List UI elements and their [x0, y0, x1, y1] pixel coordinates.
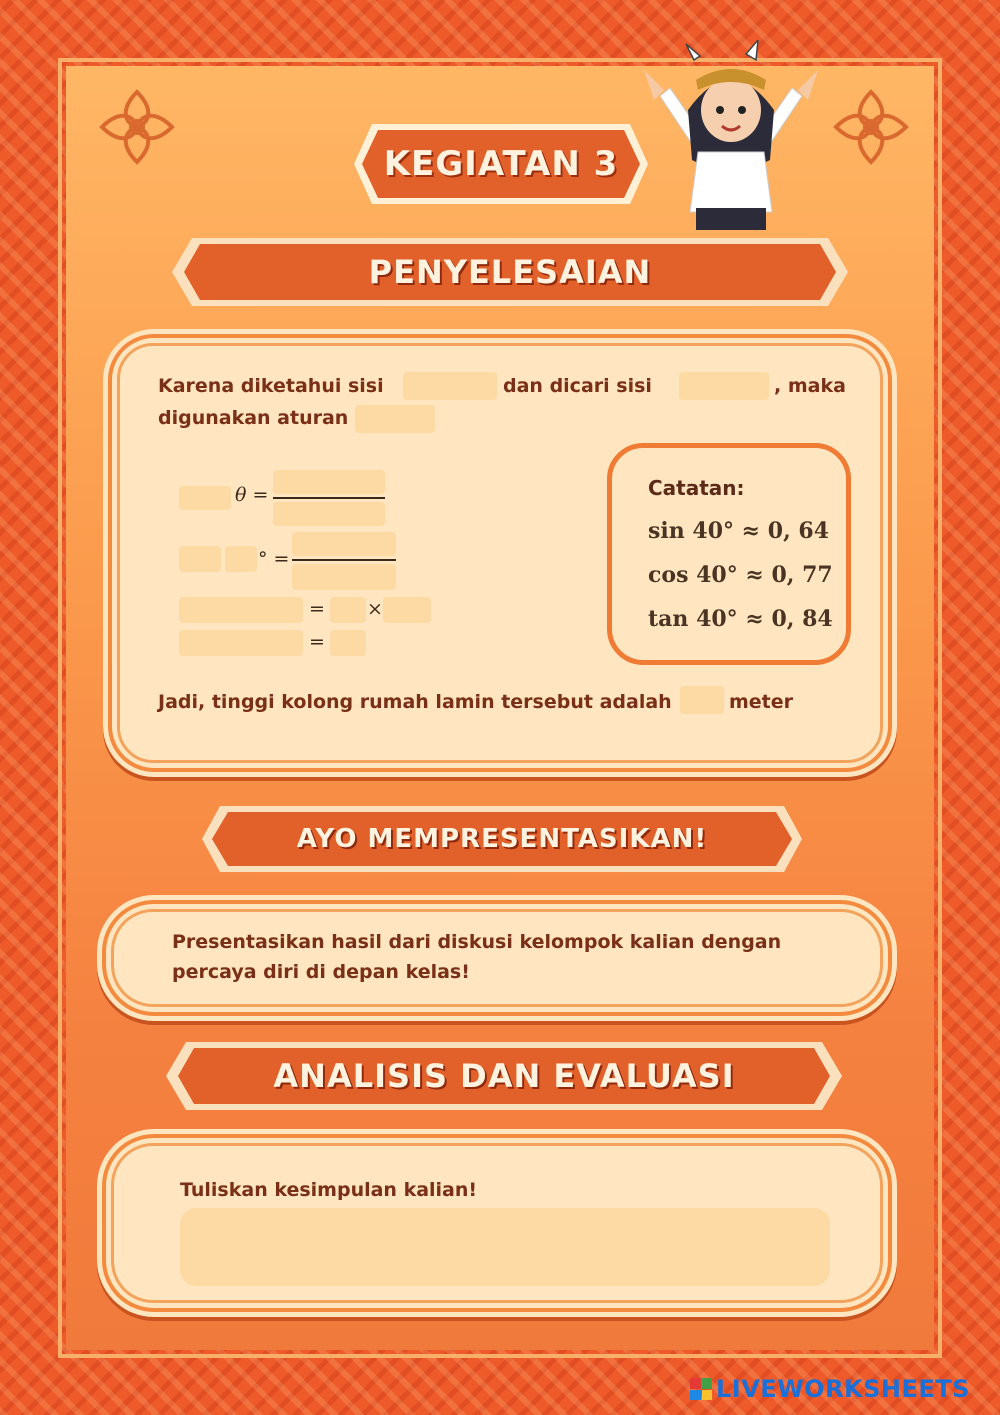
denominator-input-1[interactable] — [273, 502, 385, 526]
section-title-present: AYO MEMPRESENTASIKAN! — [296, 824, 708, 854]
angle-input[interactable] — [225, 546, 257, 572]
liveworksheets-logo-icon — [690, 1378, 712, 1400]
numerator-input-1[interactable] — [273, 470, 385, 494]
sentence-so: , maka — [774, 375, 846, 397]
mascot-girl-illustration — [636, 40, 826, 230]
sentence-known-side: Karena diketahui sisi — [158, 375, 384, 397]
equals-sign-2: = — [309, 631, 325, 653]
conclusion-prefix: Jadi, tinggi kolong rumah lamin tersebut adalah — [158, 691, 672, 713]
numerator-input-2[interactable] — [292, 532, 396, 556]
factor-input-2[interactable] — [383, 597, 431, 623]
note-cos: cos 40° ≈ 0, 77 — [648, 562, 833, 588]
denominator-input-2[interactable] — [292, 564, 396, 590]
present-instruction-line1: Presentasikan hasil dari diskusi kelompok kalian dengan — [172, 931, 782, 953]
known-side-input[interactable] — [403, 372, 497, 400]
present-instruction-line2: percaya diri di depan kelas! — [172, 961, 470, 983]
find-side-input[interactable] — [679, 372, 769, 400]
unknown-side-input-2[interactable] — [179, 630, 303, 656]
activity-title: KEGIATAN 3 — [383, 144, 619, 184]
section-title-analysis: ANALISIS DAN EVALUASI — [273, 1057, 735, 1095]
fraction-line-2 — [292, 559, 396, 561]
activity-badge — [340, 118, 662, 210]
section-title-solution: PENYELESAIAN — [368, 253, 652, 291]
sentence-rule: digunakan aturan — [158, 407, 349, 429]
fraction-line-1 — [273, 497, 385, 499]
liveworksheets-watermark — [690, 1374, 970, 1404]
note-title: Catatan: — [648, 476, 745, 500]
degree-equals: ° = — [258, 548, 290, 570]
note-box — [607, 443, 851, 665]
section-banner-present — [198, 796, 806, 882]
result-input[interactable] — [330, 630, 366, 656]
section-banner-solution — [168, 228, 852, 316]
trig-function-input[interactable] — [179, 486, 231, 510]
rule-input[interactable] — [355, 405, 435, 433]
trig-function-input-2[interactable] — [179, 546, 221, 572]
note-tan: tan 40° ≈ 0, 84 — [648, 606, 833, 632]
section-banner-analysis — [162, 1032, 846, 1120]
conclusion-textarea[interactable] — [180, 1208, 830, 1286]
theta-equals: θ = — [235, 484, 269, 506]
unknown-side-input[interactable] — [179, 597, 303, 623]
equals-sign-1: = — [309, 598, 325, 620]
analysis-prompt: Tuliskan kesimpulan kalian! — [180, 1179, 478, 1201]
times-sign: × — [367, 598, 383, 620]
ornament-left-icon — [92, 82, 182, 172]
sentence-find-side: dan dicari sisi — [503, 375, 652, 397]
ornament-right-icon — [826, 82, 916, 172]
conclusion-unit: meter — [729, 691, 794, 713]
watermark-text: LIVEWORKSHEETS — [716, 1375, 970, 1403]
note-sin: sin 40° ≈ 0, 64 — [648, 518, 830, 544]
factor-input-1[interactable] — [330, 597, 366, 623]
height-answer-input[interactable] — [680, 686, 724, 714]
